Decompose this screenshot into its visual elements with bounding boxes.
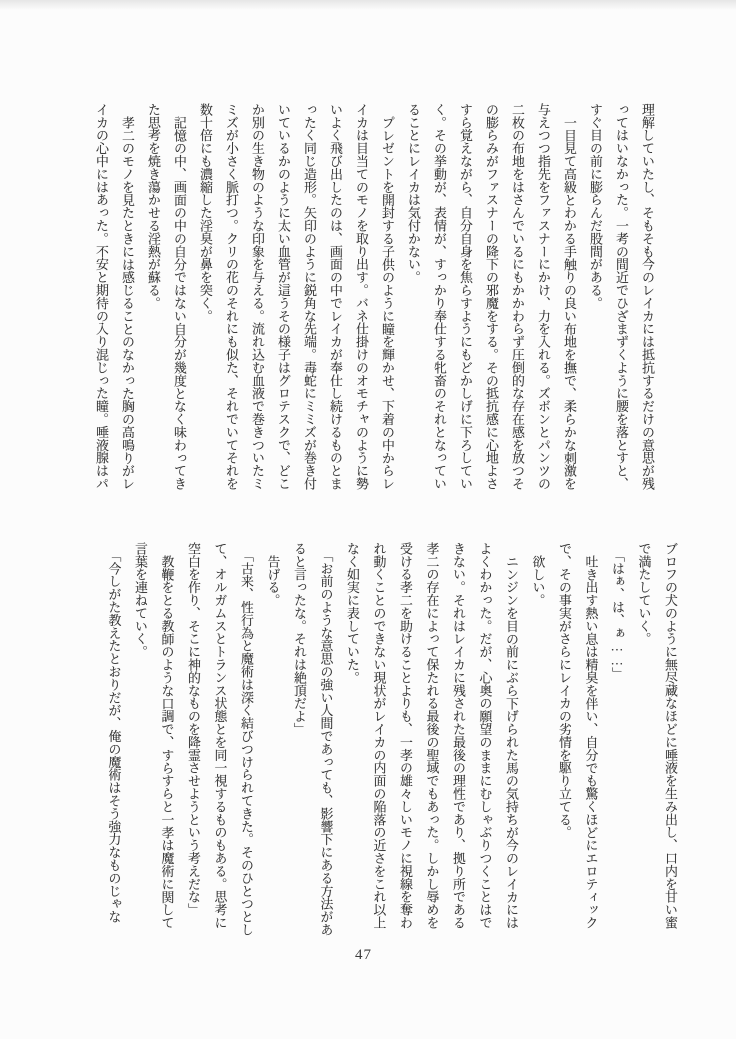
text-column: すら覚えながら、自分自身を焦らすようにもどかしげに下ろしてい xyxy=(458,103,472,490)
text-column: 「お前のような意思の強い人間であっても、影響下にある方法があ xyxy=(318,549,333,937)
text-column: の膨らみがファスナーの降下の邪魔をする。その抵抗感に心地よさ xyxy=(484,103,498,490)
text-block-bottom xyxy=(100,542,683,938)
text-column: いよく飛び出したのは、画面の中でレイカが奉仕し続けるものとま xyxy=(328,103,342,490)
text-column: すぐ目の前に膨らんだ股間がある。 xyxy=(588,103,602,310)
page-number: 47 xyxy=(355,947,372,963)
text-column: 孝二の存在によって保たれる最後の聖域でもあった。しかし辱めを xyxy=(424,542,439,929)
text-column: 告げる。 xyxy=(265,554,280,607)
scan-edge-shadow xyxy=(0,0,736,10)
text-column: 言葉を連ねていく。 xyxy=(133,542,147,659)
text-column: 与えつつ指先をファスナーにかけ、力を入れる。ズボンとパンツの xyxy=(536,103,550,490)
text-column: 二枚の布地をはさんでいるにもかかわらず圧倒的な存在感を放つそ xyxy=(510,103,524,490)
text-column: ってはいなかった。一考の間近でひざまずくように腰を落とすと、 xyxy=(614,103,628,490)
text-column: か別の生き物のような印象を与える。流れ込む血液で巻きついたミ xyxy=(250,103,264,490)
text-column: 孝二のモノを見たときには感じることのなかった胸の高鳴りがレ xyxy=(120,115,134,490)
text-column: プレゼントを開封する子供のように瞳を輝かせ、下着の中からレ xyxy=(380,115,394,490)
text-column: 「今しがた教えたとおりだが、俺の魔術はそう強力なものじゃな xyxy=(106,549,121,924)
text-column: 吐き出す熱い息は精臭を伴い、自分でも驚くほどにエロティック xyxy=(583,554,598,929)
text-block-top xyxy=(88,103,660,493)
text-column: 「はぁ、は、ぁ……」 xyxy=(610,549,624,681)
text-column: ニンジンを目の前にぶら下げられた馬の気持ちが今のレイカには xyxy=(504,554,518,929)
text-column: 数十倍にも濃縮した淫臭が鼻を突く。 xyxy=(198,103,212,323)
text-column: ることにレイカは気付かない。 xyxy=(406,103,420,284)
text-column: で、その事実がさらにレイカの劣情を駆り立てる。 xyxy=(557,542,571,839)
text-column: イカの心中にはあった。不安と期待の入り混じった瞳。唾液腺はパ xyxy=(94,103,108,490)
text-column: なく如実に表していた。 xyxy=(345,542,359,684)
text-column: イカは目当てのモノを取り出す。バネ仕掛けのオモチャのように勢 xyxy=(354,103,368,490)
text-column: 教鞭をとる教師のような口調で、すらすらと一孝は魔術に関して xyxy=(159,554,174,929)
text-column: く。その挙動が、表情が、すっかり奉仕する牝畜のそれとなってい xyxy=(432,103,446,490)
text-column: 一目見て高級とわかる手触りの良い布地を撫で、柔らかな刺激を xyxy=(562,115,576,490)
text-column: て、オルガムスとトランス状態とを同一視するものもある。思考に xyxy=(212,542,227,929)
text-column: 「古来、性行為と魔術は深く結びつけられてきた。そのひとつとし xyxy=(239,549,253,937)
text-column: 欲しい。 xyxy=(530,554,545,607)
text-column: 理解していたし、そもそも今のレイカには抵抗するだけの意思が残 xyxy=(640,103,654,490)
text-column: よくわかった。だが、心奥の願望のままにむしゃぶりつくことはで xyxy=(477,542,492,929)
text-column: ミズが小さく脈打つ。クリの花のそれにも似た、それでいてそれを xyxy=(224,103,238,490)
text-column: 受ける孝二を助けることよりも、一孝の雄々しいモノに視線を奪わ xyxy=(398,542,412,929)
text-column: きない。それはレイカに残された最後の理性であり、拠り所である xyxy=(451,542,465,929)
text-column: た思考を焼き蕩かせる淫熱が蘇る。 xyxy=(146,103,160,310)
text-column: れ動くことのできない現状がレイカの内面の陥落の近さをこれ以上 xyxy=(371,542,386,929)
text-column: ると言ったな。それは絶頂だよ」 xyxy=(292,542,306,736)
text-column: いているかのように太い血管が這うその様子はグロテスクで、どこ xyxy=(276,103,290,490)
text-column: で満たしていく。 xyxy=(636,542,651,646)
text-column: ったく同じ造形。矢印のように鋭角な先端。毒蛇にミミズが巻き付 xyxy=(302,103,316,490)
text-column: ブロフの犬のように無尽蔵なほどに唾液を生み出し、口内を甘い蜜 xyxy=(663,542,677,929)
text-column: 空白を作り、そこに神的なものを降霊させようという考えだな」 xyxy=(186,542,200,917)
text-column: 記憶の中、画面の中の自分ではない自分が幾度となく味わってき xyxy=(172,115,186,490)
